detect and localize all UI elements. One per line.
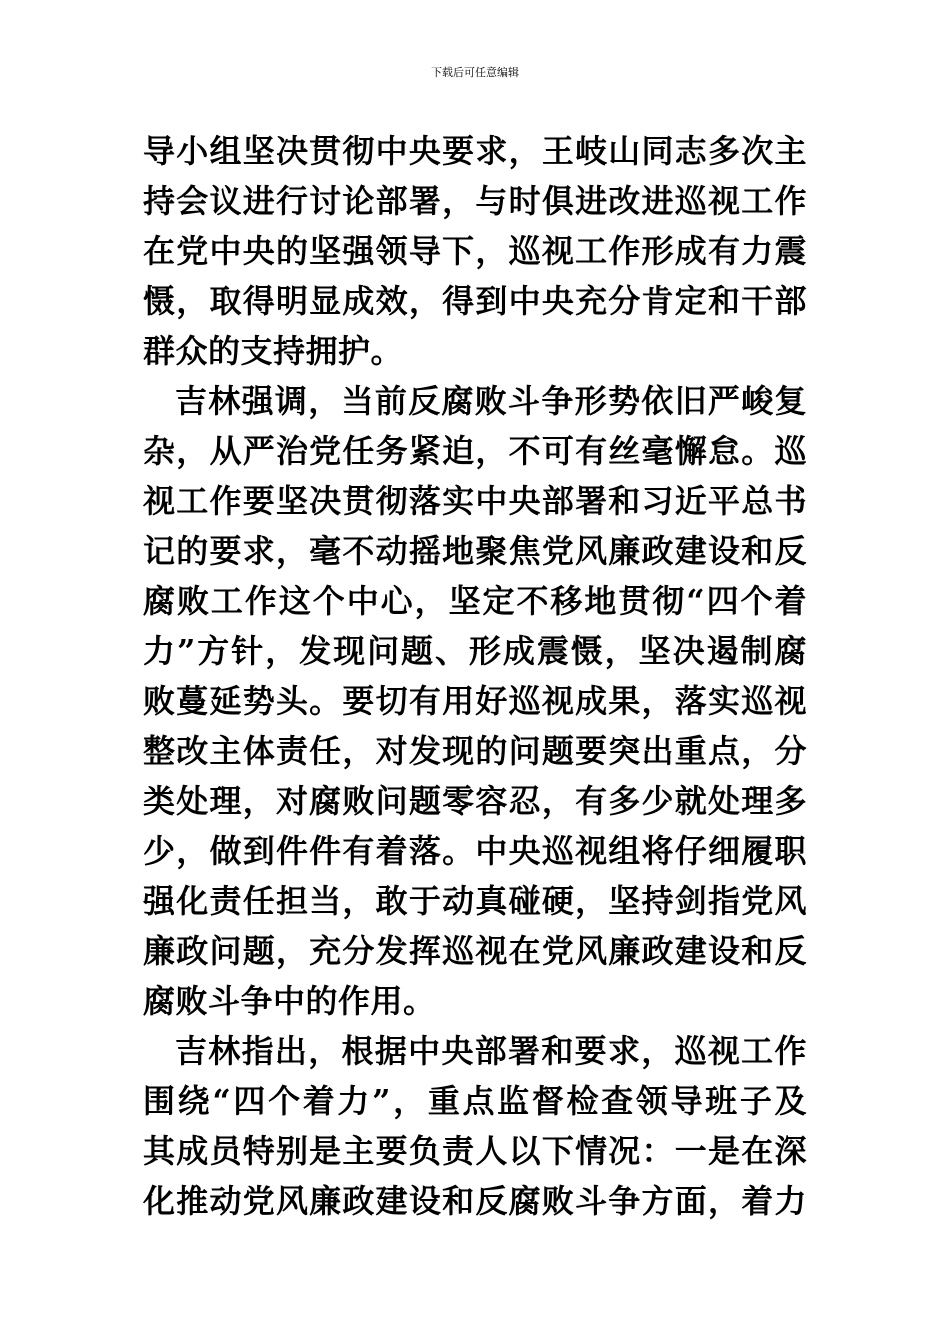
text-line: 廉政问题，充分发挥巡视在党风廉政建设和反: [143, 932, 807, 970]
text-line: 杂，从严治党任务紧迫，不可有丝毫懈怠。巡: [143, 432, 807, 470]
text-line: 视工作要坚决贯彻落实中央部署和习近平总书: [143, 482, 807, 520]
text-line: 化推动党风廉政建设和反腐败斗争方面，着力: [143, 1182, 807, 1220]
page-header: 下载后可任意编辑: [431, 66, 519, 79]
text-line: 记的要求，毫不动摇地聚焦党风廉政建设和反: [143, 532, 807, 570]
text-line: 力”方针，发现问题、形成震慑，坚决遏制腐: [143, 632, 807, 670]
text-line: 持会议进行讨论部署，与时俱进改进巡视工作: [143, 182, 807, 220]
text-line: 强化责任担当，敢于动真碰硬，坚持剑指党风: [143, 882, 807, 920]
text-line: 群众的支持拥护。: [143, 332, 404, 370]
text-line: 少，做到件件有着落。中央巡视组将仔细履职: [143, 832, 807, 870]
text-line: 慑，取得明显成效，得到中央充分肯定和干部: [143, 282, 807, 320]
text-line: 类处理，对腐败问题零容忍，有多少就处理多: [143, 782, 807, 820]
text-line: 围绕“四个着力”，重点监督检查领导班子及: [143, 1082, 807, 1120]
text-line: 吉林指出，根据中央部署和要求，巡视工作: [175, 1032, 807, 1070]
document-body: [143, 126, 807, 1226]
text-line: 其成员特别是主要负责人以下情况：一是在深: [143, 1132, 807, 1170]
text-line: 导小组坚决贯彻中央要求，王岐山同志多次主: [143, 132, 807, 170]
text-line: 整改主体责任，对发现的问题要突出重点，分: [143, 732, 807, 770]
text-line: 腐败斗争中的作用。: [143, 982, 436, 1020]
text-line: 腐败工作这个中心，坚定不移地贯彻“四个着: [143, 582, 807, 620]
text-line: 败蔓延势头。要切有用好巡视成果，落实巡视: [143, 682, 807, 720]
text-line: 在党中央的坚强领导下，巡视工作形成有力震: [143, 232, 807, 270]
text-line: 吉林强调，当前反腐败斗争形势依旧严峻复: [175, 382, 807, 420]
